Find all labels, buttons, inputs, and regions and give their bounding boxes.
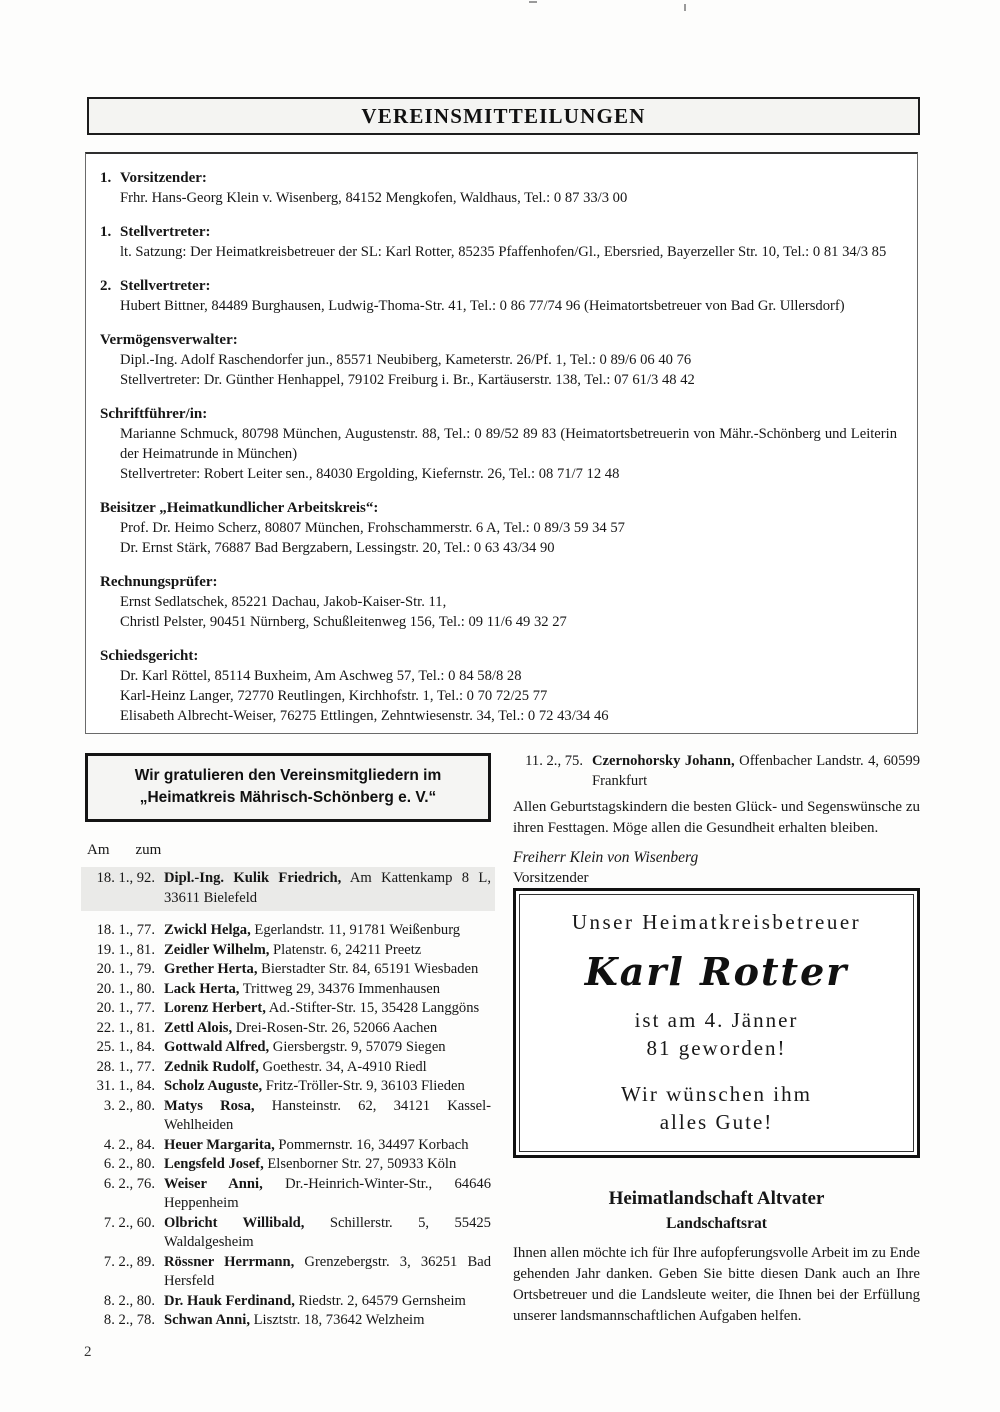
birthday-entry (85, 980, 491, 1000)
column-header-zum: zum (135, 842, 162, 858)
birthday-name: Dipl.-Ing. Kulik Friedrich, (164, 870, 342, 886)
birthday-text: Dr. Hauk Ferdinand, Riedstr. 2, 64579 Gernsheim (164, 1292, 466, 1309)
birthday-entry (85, 1311, 491, 1331)
officer-role-heading (100, 646, 897, 666)
registration-mark (529, 1, 537, 3)
birthday-entry (85, 1253, 491, 1292)
officer-detail-line: Dipl.-Ing. Adolf Raschendorfer jun., 85571 Neubiberg, Kameterstr. 26/Pf. 1, Tel.: 0 89/6 06 40 76 (120, 352, 692, 368)
birthday-name: Matys Rosa, (164, 1097, 255, 1114)
officer-role-heading (100, 222, 897, 242)
altvater-subtitle: Landschaftsrat (666, 1215, 767, 1232)
officer-detail-line: Frhr. Hans-Georg Klein v. Wisenberg, 84152 Mengkofen, Waldhaus, Tel.: 0 87 33/3 00 (120, 190, 628, 206)
birthday-date: 18. 1., 77. (96, 922, 155, 938)
birthday-date: 31. 1., 84. (96, 1078, 155, 1094)
officer-role-label: Stellvertreter: (120, 278, 211, 294)
birthday-list-left (85, 867, 491, 1331)
birthday-entry (85, 1155, 491, 1175)
birthday-box-line-4: Wir wünschen ihm (621, 1082, 812, 1106)
right-column (513, 752, 920, 1324)
officer-section (100, 168, 897, 208)
page-number: 2 (84, 1344, 92, 1360)
birthday-entry (85, 1214, 491, 1253)
birthday-entry (513, 752, 920, 791)
birthday-date: 7. 2., 89. (103, 1253, 155, 1270)
birthday-date: 25. 1., 84. (96, 1039, 155, 1055)
officer-role-heading (100, 330, 897, 350)
officer-detail-line: Elisabeth Albrecht-Weiser, 76275 Ettlingen, Zehntwiesenstr. 34, Tel.: 0 72 43/34 46 (120, 708, 609, 724)
birthday-entry (85, 1097, 491, 1136)
officer-role-label: Schriftführer/in: (100, 406, 208, 422)
birthday-name: Weiser Anni, (164, 1175, 263, 1192)
birthday-text: Olbricht Willibald, Schillerstr. 5, 55425 Waldalgesheim (164, 1214, 491, 1250)
officer-detail-line: lt. Satzung: Der Heimatkreisbetreuer der SL: Karl Rotter, 85235 Pfaffenhofen/Gl., Ebersried, Bayerzeller Str. 10, Tel.: 0 81 34/3 85 (120, 244, 887, 260)
birthday-date: 11. 2., 75. (525, 753, 583, 769)
birthday-name: Schwan Anni, (164, 1312, 250, 1328)
officer-section (100, 222, 897, 262)
officer-role-label: Vorsitzender: (120, 170, 207, 186)
officer-role-label: Rechnungsprüfer: (100, 574, 218, 590)
karl-rotter-birthday-inner-frame (519, 894, 914, 1152)
birthday-date: 8. 2., 80. (103, 1292, 155, 1309)
birthday-text: Matys Rosa, Hansteinstr. 62, 34121 Kassel-Wehlheiden (164, 1097, 491, 1133)
birthday-box-intro: Unser Heimatkreisbetreuer (571, 910, 862, 934)
left-column (85, 753, 491, 1331)
birthday-name: Olbricht Willibald, (164, 1214, 305, 1231)
officer-role-heading (100, 404, 897, 424)
column-header-am: Am (87, 842, 110, 858)
officers-box (85, 152, 918, 734)
birthday-entry (85, 1175, 491, 1214)
birthday-date: 18. 1., 92. (96, 870, 155, 886)
birthday-entry (81, 867, 495, 911)
congrats-line-1: Wir gratulieren den Vereinsmitgliedern im (134, 767, 442, 784)
birthday-name: Lengsfeld Josef, (164, 1156, 264, 1172)
officer-number: 1. (100, 170, 112, 186)
officer-detail-line: Dr. Karl Röttel, 85114 Buxheim, Am Aschweg 57, Tel.: 0 84 58/8 28 (120, 668, 522, 684)
birthday-text: Rössner Herrmann, Grenzebergstr. 3, 36251 Bad Hersfeld (164, 1253, 491, 1289)
officer-detail-line: Prof. Dr. Heimo Scherz, 80807 München, Frohschammerstr. 6 A, Tel.: 0 89/3 59 34 57 (120, 520, 625, 536)
signature-role: Vorsitzender (513, 870, 589, 886)
officer-section (100, 404, 897, 484)
officer-detail-line: Stellvertreter: Dr. Günther Henhappel, 79102 Freiburg i. Br., Kartäuserstr. 138, Tel.: 07 61/3 48 42 (120, 372, 695, 388)
officer-number: 1. (100, 224, 112, 240)
birthday-date: 20. 1., 79. (96, 961, 155, 977)
birthday-box-line-2: ist am 4. Jänner (634, 1008, 799, 1032)
birthday-name: Czernohorsky Johann, (592, 753, 735, 769)
signature-name: Freiherr Klein von Wisenberg (513, 849, 699, 866)
birthday-name: Rössner Herrmann, (164, 1253, 295, 1270)
birthday-text: Zwickl Helga, Egerlandstr. 11, 91781 Weißenburg (164, 922, 461, 938)
birthday-name: Zednik Rudolf, (164, 1058, 259, 1075)
officer-detail-line: Hubert Bittner, 84489 Burghausen, Ludwig-Thoma-Str. 41, Tel.: 0 86 77/74 96 (Heimatortsbetreuer von Bad Gr. Ullersdorf) (120, 298, 845, 314)
officer-detail-line: Dr. Ernst Stärk, 76887 Bad Bergzabern, Lessingstr. 20, Tel.: 0 63 43/34 90 (120, 540, 555, 556)
birthday-text: Czernohorsky Johann, Offenbacher Landstr. 4, 60599 Frankfurt (592, 753, 920, 789)
birthday-entry (85, 1077, 491, 1097)
birthday-entry (85, 960, 491, 980)
birthday-date: 7. 2., 60. (103, 1214, 155, 1231)
birthday-date: 6. 2., 76. (103, 1175, 155, 1192)
birthday-name: Zettl Alois, (164, 1019, 233, 1036)
congratulations-box (85, 753, 491, 822)
birthday-date: 28. 1., 77. (96, 1058, 155, 1075)
officer-role-heading (100, 276, 897, 296)
birthday-entry (85, 1019, 491, 1039)
section-banner (87, 97, 920, 135)
officer-number: 2. (100, 278, 112, 294)
birthday-text: Scholz Auguste, Fritz-Tröller-Str. 9, 36103 Flieden (164, 1078, 465, 1094)
officer-role-label: Stellvertreter: (120, 224, 211, 240)
birthday-name: Heuer Margarita, (164, 1136, 275, 1153)
birthday-text: Gottwald Alfred, Giersbergstr. 9, 57079 Siegen (164, 1039, 446, 1055)
birthday-entry (85, 1292, 491, 1312)
birthday-text: Heuer Margarita, Pommernstr. 16, 34497 Korbach (164, 1136, 469, 1153)
birthday-text: Lack Herta, Trittweg 29, 34376 Immenhausen (164, 980, 441, 997)
officer-role-label: Vermögensverwalter: (100, 332, 238, 348)
officer-detail-line: Karl-Heinz Langer, 72770 Reutlingen, Kirchhofstr. 1, Tel.: 0 70 72/25 77 (120, 688, 548, 704)
birthday-name: Dr. Hauk Ferdinand, (164, 1292, 295, 1309)
birthday-date: 22. 1., 81. (96, 1019, 155, 1036)
birthday-name: Grether Herta, (164, 961, 258, 977)
officer-detail-line: Marianne Schmuck, 80798 München, Augustenstr. 88, Tel.: 0 89/52 89 83 (Heimatortsbetreuerin von Mähr.-Schönberg und Leiterin der Heimatrunde in München) (120, 426, 897, 462)
officer-section (100, 646, 897, 726)
congrats-line-2: „Heimatkreis Mährisch-Schönberg e. V.“ (139, 789, 437, 806)
birthday-entry (85, 941, 491, 961)
birthday-text: Zeidler Wilhelm, Platenstr. 6, 24211 Preetz (164, 941, 422, 958)
officer-role-label: Schiedsgericht: (100, 648, 199, 664)
list-column-headers (87, 842, 491, 859)
officers-sections (100, 168, 897, 726)
officer-section (100, 572, 897, 632)
birthday-box-line-5: alles Gute! (659, 1110, 774, 1134)
officer-role-label: Beisitzer „Heimatkundlicher Arbeitskreis“: (100, 500, 379, 516)
birthday-box-line-3: 81 geworden! (646, 1036, 787, 1060)
officer-section (100, 330, 897, 390)
altvater-title: Heimatlandschaft Altvater (608, 1188, 825, 1209)
birthday-box-name: Karl Rotter (584, 949, 849, 994)
birthday-text: Grether Herta, Bierstadter Str. 84, 65191 Wiesbaden (164, 961, 479, 977)
birthday-date: 8. 2., 78. (103, 1312, 155, 1328)
birthday-date: 4. 2., 84. (103, 1136, 155, 1153)
officer-detail-line: Christl Pelster, 90451 Nürnberg, Schußleitenweg 156, Tel.: 09 11/6 49 32 27 (120, 614, 567, 630)
birthday-entry (85, 1136, 491, 1156)
birthday-text: Lorenz Herbert, Ad.-Stifter-Str. 15, 35428 Langgöns (164, 1000, 480, 1016)
officer-section (100, 498, 897, 558)
birthday-text: Weiser Anni, Dr.-Heinrich-Winter-Str., 64646 Heppenheim (164, 1175, 491, 1211)
birthday-entry (85, 1058, 491, 1078)
birthday-name: Lorenz Herbert, (164, 1000, 266, 1016)
birthday-text: Lengsfeld Josef, Elsenborner Str. 27, 50933 Köln (164, 1156, 457, 1172)
birthday-date: 6. 2., 80. (103, 1156, 155, 1172)
birthday-name: Scholz Auguste, (164, 1078, 263, 1094)
officer-detail-line: Ernst Sedlatschek, 85221 Dachau, Jakob-Kaiser-Str. 11, (120, 594, 447, 610)
birthday-name: Gottwald Alfred, (164, 1039, 270, 1055)
birthday-date: 20. 1., 80. (96, 980, 155, 997)
birthday-entry (85, 999, 491, 1019)
birthday-list-right (513, 752, 920, 791)
officer-section (100, 276, 897, 316)
birthday-text: Schwan Anni, Lisztstr. 18, 73642 Welzheim (164, 1312, 425, 1328)
birthday-date: 20. 1., 77. (96, 1000, 155, 1016)
birthday-text: Zettl Alois, Drei-Rosen-Str. 26, 52066 Aachen (164, 1019, 438, 1036)
wishes-paragraph: Allen Geburtstagskindern die besten Glück- und Segenswünsche zu ihren Festtagen. Möge allen die Gesundheit erhalten bleiben. (513, 799, 920, 836)
birthday-entry (85, 1038, 491, 1058)
page-title: VEREINSMITTEILUNGEN (361, 103, 646, 128)
birthday-text: Zednik Rudolf, Goethestr. 34, A-4910 Riedl (164, 1058, 427, 1075)
altvater-paragraph: Ihnen allen möchte ich für Ihre aufopferungsvolle Arbeit im zu Ende gehenden Jahr danken. Geben Sie bitte diesen Dank auch an Ihre Ortsbetreuer und die Landsleute weiter, die Ihnen bei der Erfüllung unserer landsmannschaftlichen Aufgaben helfen. (513, 1245, 920, 1324)
karl-rotter-birthday-frame (513, 888, 920, 1158)
birthday-date: 19. 1., 81. (96, 941, 155, 958)
birthday-name: Zeidler Wilhelm, (164, 941, 270, 958)
altvater-section (513, 1188, 920, 1327)
officer-role-heading (100, 168, 897, 188)
officer-role-heading (100, 572, 897, 592)
birthday-name: Zwickl Helga, (164, 922, 251, 938)
officer-role-heading (100, 498, 897, 518)
registration-mark (684, 4, 686, 11)
birthday-text: Dipl.-Ing. Kulik Friedrich, Am Kattenkamp 8 L, 33611 Bielefeld (164, 870, 491, 906)
birthday-entry (85, 921, 491, 941)
officer-detail-line: Stellvertreter: Robert Leiter sen., 84030 Ergolding, Kiefernstr. 26, Tel.: 08 71/7 12 48 (120, 466, 620, 482)
birthday-date: 3. 2., 80. (103, 1097, 155, 1114)
birthday-name: Lack Herta, (164, 980, 240, 997)
